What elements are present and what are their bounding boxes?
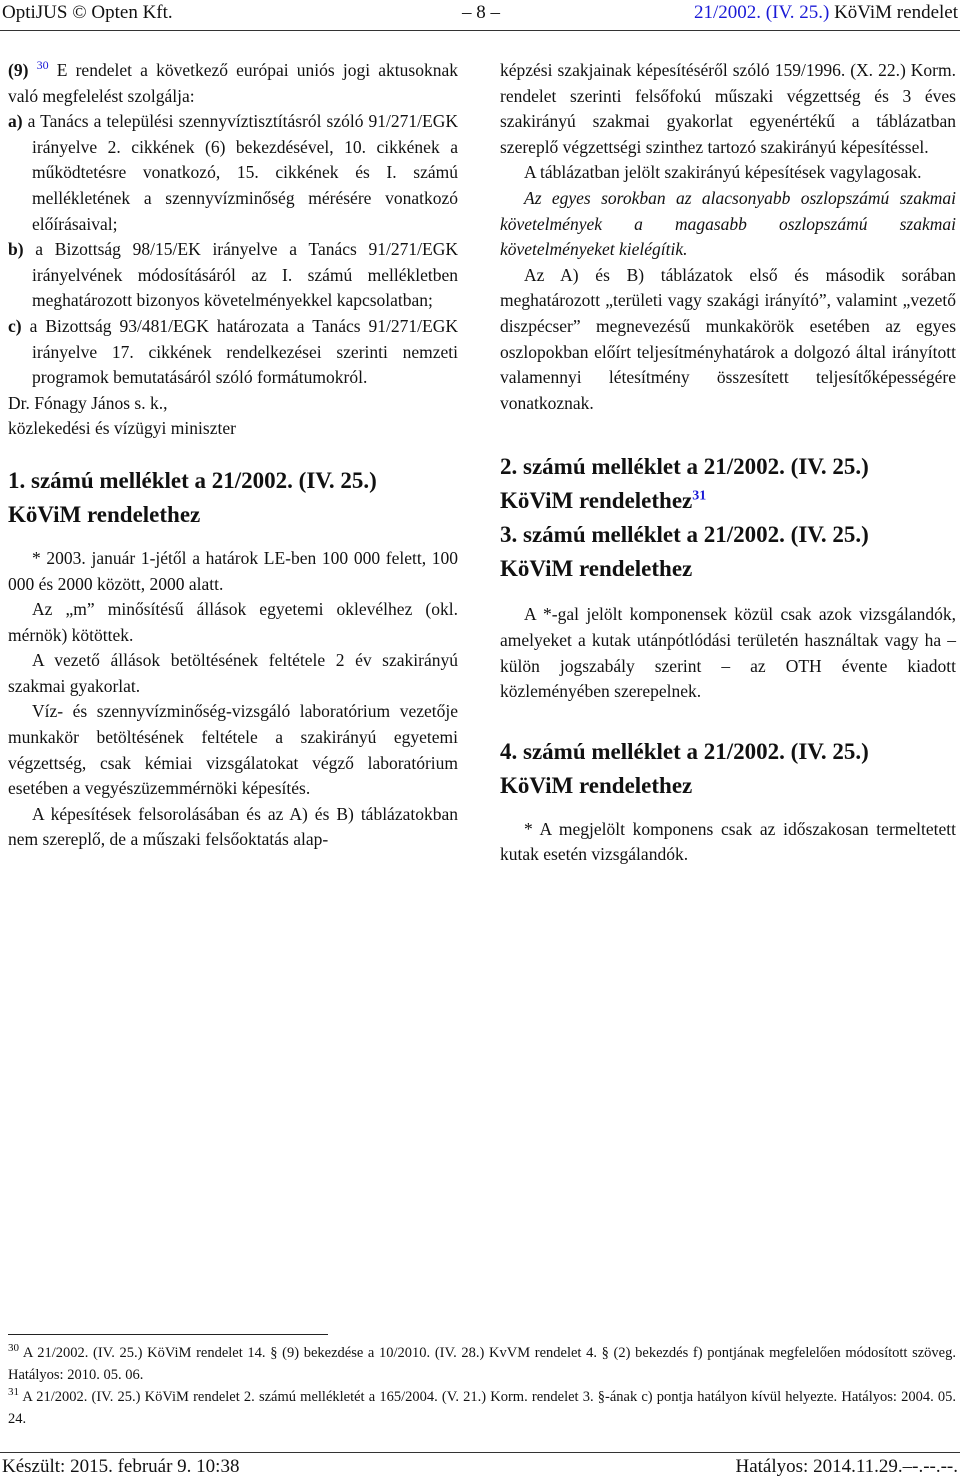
footnote-number: 31 <box>8 1386 19 1399</box>
header-law-link[interactable]: 21/2002. (IV. 25.) <box>694 2 830 23</box>
footnote-ref-30[interactable]: 30 <box>36 58 49 73</box>
annex3-paragraph: A *-gal jelölt komponensek közül csak azok vizsgálandók, amelyeket a kutak utánpótlódási területén használtak vagy ha – külön jogszabály szerint – az OTH évente kiadott közleményében szerepelnek. <box>500 604 956 702</box>
point-a: a) a Tanács a települési szennyvíztisztításról szóló 91/271/EGK irányelve 2. cikkének (6) bekezdésével, 10. cikkének a működtetésre vonatkozó, 15. cikkének és I. számú mellékletének a szennyvízminőség mérésére vonatkozó előírásaival; <box>8 111 458 234</box>
point-b: b) a Bizottság 98/15/EK irányelve a Tanács 91/271/EGK irányelvének módosításáról az I. számú mellékletben meghatározott bizonyos követelményekkel kapcsolatban; <box>8 239 458 311</box>
footnote-ref-31[interactable]: 31 <box>692 488 707 504</box>
page-footer <box>2 1448 958 1478</box>
footer-created: Készült: 2015. február 9. 10:38 <box>2 1456 240 1477</box>
signature-name: Dr. Fónagy János s. k., <box>8 392 168 413</box>
footnote-30: $^{30}$ A 21/2002. (IV. 25.) KöViM rendelet 14. § (9) bekezdése a 10/2010. (IV. 28.) KvVM rendelet 4. § (2) bekezdés f) pontjának megfelelően módosított szöveg. Hatályos: 2010. 05. 06. <box>8 1342 956 1383</box>
annex1-paragraph: Víz- és szennyvízminőség-vizsgáló laboratórium vezetője munkakör betöltésének feltétele a szakirányú egyetemi végzettség, csak kémiai vizsgálatokat végző laboratórium esetében a vegyészüzemmérnöki képesítés. <box>8 701 458 799</box>
annex1-title-2: KöViM rendelethez <box>8 501 201 527</box>
italic-paragraph: Az egyes sorokban az alacsonyabb oszlopszámú szakmai követelmények a magasabb oszlopszámú szakmai követelményeket kielégítik. <box>500 187 956 260</box>
footnote-number: 30 <box>8 1342 19 1355</box>
footnote-31: $^{31}$ A 21/2002. (IV. 25.) KöViM rendelet 2. számú mellékletét a 165/2004. (V. 21.) Korm. rendelet 3. §-ának c) pontja hatályon kívül helyezte. Hatályos: 2004. 05. 24. <box>8 1386 956 1427</box>
paragraph-9: (9) $^{30}$ E rendelet a következő európai uniós jogi aktusoknak való megfelelést szolgálja: <box>8 58 458 106</box>
annex2-title-2: KöViM rendelethez$^{31}$ <box>500 488 707 514</box>
annex3-title-2: KöViM rendelethez <box>500 556 693 582</box>
paragraph: Az A) és B) táblázatok első és második sorában meghatározott „területi vagy szakági irányító”, valamint „vezető diszpécser” megnevezésű munkakörök esetében az egyes oszlopokban előírt teljesítményhatárok a dolgozó által irányított valamennyi létesítmény összesített teljesítőképességére vonatkoznak. <box>500 264 956 413</box>
right-column <box>500 58 956 868</box>
annex1-paragraph: Az „m” minősítésű állások egyetemi oklevélhez (okl. mérnök) kötöttek. <box>8 599 458 645</box>
signature-title: közlekedési és vízügyi miniszter <box>8 418 236 439</box>
footer-effective: Hatályos: 2014.11.29.–-.--.--. <box>735 1456 958 1477</box>
paragraph: A táblázatban jelölt szakirányú képesítések vagylagosak. <box>524 162 922 183</box>
annex3-title: 3. számú melléklet a 21/2002. (IV. 25.) <box>500 522 869 548</box>
header-publisher: OptiJUS © Opten Kft. <box>2 2 173 23</box>
point-c: c) a Bizottság 93/481/EGK határozata a Tanács 91/271/EGK irányelve 17. cikkének rendelkezései szerinti nemzeti programok bemutatásáról szóló formátumokról. <box>8 315 458 388</box>
page-header <box>2 2 958 30</box>
continued-paragraph: képzési szakjainak képesítéséről szóló 159/1996. (X. 22.) Korm. rendelet szerinti felsőfokú műszaki végzettség és 3 éves szakirányú szakmai gyakorlat egyenértékű a táblázatban szereplő végzettségi szinthez tartozó szakirányú képesítéssel. <box>500 60 956 157</box>
footnote-rule <box>8 1334 328 1335</box>
annex1-paragraph: * 2003. január 1-jétől a határok LE-ben 100 000 felett, 100 000 és 2000 között, 2000 alatt. <box>8 547 458 594</box>
header-rule <box>0 30 960 31</box>
annex1-paragraph: A képesítések felsorolásában és az A) és B) táblázatokban nem szereplő, de a műszaki felsőoktatás alap- <box>8 803 458 850</box>
annex4-paragraph: * A megjelölt komponens csak az időszakosan termeltetett kutak esetén vizsgálandók. <box>500 818 956 865</box>
annex1-paragraph: A vezető állások betöltésének feltétele 2 év szakirányú szakmai gyakorlat. <box>8 650 458 696</box>
left-column <box>8 58 458 853</box>
annex2-title: 2. számú melléklet a 21/2002. (IV. 25.) <box>500 454 869 480</box>
annex4-title-2: KöViM rendelethez <box>500 772 693 798</box>
header-document-title: 21/2002. (IV. 25.) KöViM rendelet <box>694 2 958 23</box>
annex4-title: 4. számú melléklet a 21/2002. (IV. 25.) <box>500 738 869 764</box>
annex1-title: 1. számú melléklet a 21/2002. (IV. 25.) <box>8 467 377 493</box>
header-page-number: – 8 – <box>462 2 500 23</box>
